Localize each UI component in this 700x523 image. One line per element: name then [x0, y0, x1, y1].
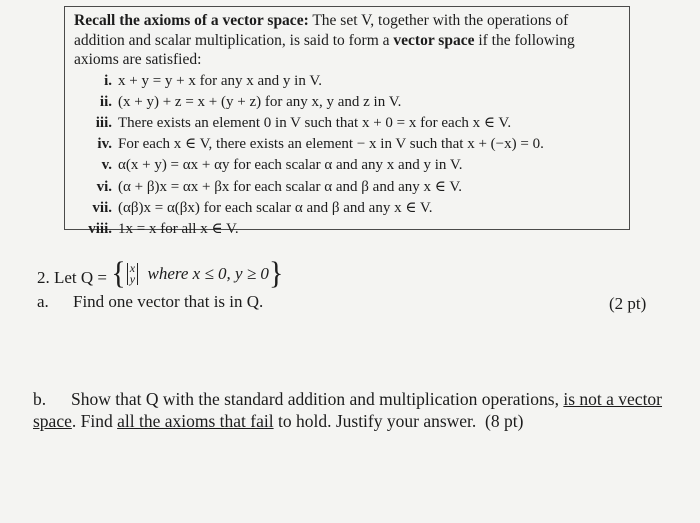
axiom-text: (αβ)x = α(βx) for each scalar α and β and any x ∈ V. [118, 199, 433, 216]
part-b-underline-2: all the axioms that fail [117, 411, 274, 431]
axiom-text: There exists an element 0 in V such that x + 0 = x for each x ∈ V. [118, 114, 512, 131]
axiom-intro [74, 11, 621, 70]
axiom-text: α(x + y) = αx + αy for each scalar α and any x and y in V. [118, 157, 463, 174]
intro-bold-1: Recall the axioms of a vector space: [74, 12, 309, 29]
vector-top-entry: x [129, 261, 136, 275]
part-b-points: (8 pt) [485, 411, 524, 431]
axiom-item: i. x + y = y + x for any x and y in V. [104, 72, 322, 89]
column-vector [127, 263, 138, 285]
question-2-prefix: 2. Let Q = [37, 268, 112, 287]
vector-bottom-entry: y [129, 272, 136, 286]
part-b-text-3: to hold. Justify your answer. [273, 411, 477, 431]
intro-text-2: if the following axioms are satisfied: [74, 31, 575, 68]
axiom-text: x + y = y + x for any x and y in V. [118, 72, 322, 89]
part-b-label: b. [33, 389, 47, 409]
axiom-list [74, 71, 621, 241]
axiom-text: (α + β)x = αx + βx for each scalar α and β and any x ∈ V. [118, 178, 462, 195]
intro-bold-2: vector space [393, 31, 475, 49]
axiom-item: ii. (x + y) + z = x + (y + z) for any x, y and z in V. [99, 93, 402, 110]
axiom-item: viii. 1x = x for all x ∈ V. [88, 220, 239, 237]
set-condition: where x ≤ 0, y ≥ 0 [147, 264, 269, 283]
left-brace: { [111, 256, 126, 291]
axiom-item: vi. (α + β)x = αx + βx for each scalar α and β and any x ∈ V. [96, 178, 462, 195]
axiom-text: For each x ∈ V, there exists an element − x in V such that x + (−x) = 0. [118, 136, 544, 153]
part-b-underline-1: is not a vector space [33, 389, 663, 431]
part-a-label: a. [37, 292, 49, 311]
right-brace: } [268, 256, 284, 291]
axiom-item: v. α(x + y) = αx + αy for each scalar α and any x and y in V. [101, 157, 463, 174]
part-b-text-1: Show that Q with the standard addition and multiplication operations, [71, 389, 564, 409]
part-a-points: (2 pt) [609, 294, 647, 313]
axiom-text: 1x = x for all x ∈ V. [118, 220, 239, 237]
axiom-box [64, 6, 630, 237]
part-b-text-2: . Find [71, 411, 118, 431]
part-a [37, 292, 263, 312]
set-definition [111, 256, 284, 291]
question-2-heading [37, 256, 284, 291]
axiom-item: iii. There exists an element 0 in V such that x + 0 = x for each x ∈ V. [95, 114, 512, 131]
part-a-text: Find one vector that is in Q. [73, 292, 264, 311]
part-b [33, 388, 683, 432]
axiom-item: vii. (αβ)x = α(βx) for each scalar α and β and any x ∈ V. [92, 199, 433, 216]
axiom-text: (x + y) + z = x + (y + z) for any x, y and z in V. [118, 93, 402, 110]
axiom-item: iv. For each x ∈ V, there exists an element − x in V such that x + (−x) = 0. [97, 136, 544, 153]
intro-text-1: The set V, together with the operations of addition and scalar multiplication, is said to form a [74, 12, 569, 49]
